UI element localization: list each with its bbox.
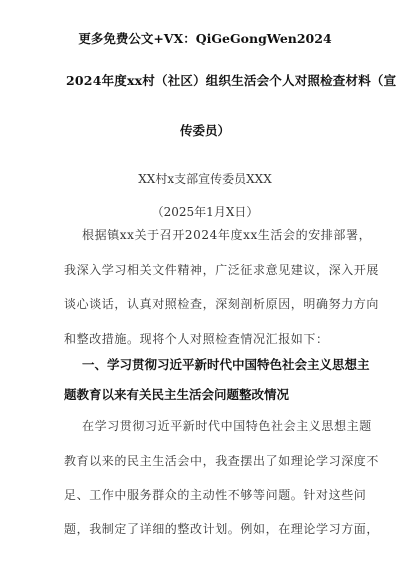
section-body-line: 题，我制定了详细的整改计划。例如，在理论学习方面， xyxy=(64,522,380,536)
intro-paragraph-line: 我深入学习相关文件精神，广泛征求意见建议，深入开展 xyxy=(64,263,380,277)
promo-header: 更多免费公文+VX：QiGeGongWen2024 xyxy=(78,31,332,46)
intro-paragraph-line: 和整改措施。现将个人对照检查情况汇报如下： xyxy=(64,332,329,346)
section-heading-line-1: 一、学习贯彻习近平新时代中国特色社会主义思想主 xyxy=(82,357,370,372)
document-title-line-2: 传委员） xyxy=(179,123,230,138)
intro-paragraph-line: 根据镇xx关于召开2024年度xx生活会的安排部署， xyxy=(82,228,372,242)
section-heading-line-2: 题教育以来有关民主生活会问题整改情况 xyxy=(64,387,290,402)
document-title-line-1: 2024年度xx村（社区）组织生活会个人对照检查材料（宣 xyxy=(66,73,397,88)
document-date: （2025年1月X日） xyxy=(151,205,259,219)
section-body-line: 在学习贯彻习近平新时代中国特色社会主义思想主题 xyxy=(82,419,372,433)
intro-paragraph-line: 谈心谈话，认真对照检查，深刻剖析原因，明确努力方向 xyxy=(64,297,380,311)
section-body-line: 足、工作中服务群众的主动性不够等问题。针对这些问 xyxy=(64,488,367,502)
section-body-line: 教育以来的民主生活会中，我查摆出了如理论学习深度不 xyxy=(64,454,380,468)
author-byline: XX村x支部宣传委员XXX xyxy=(138,172,272,186)
